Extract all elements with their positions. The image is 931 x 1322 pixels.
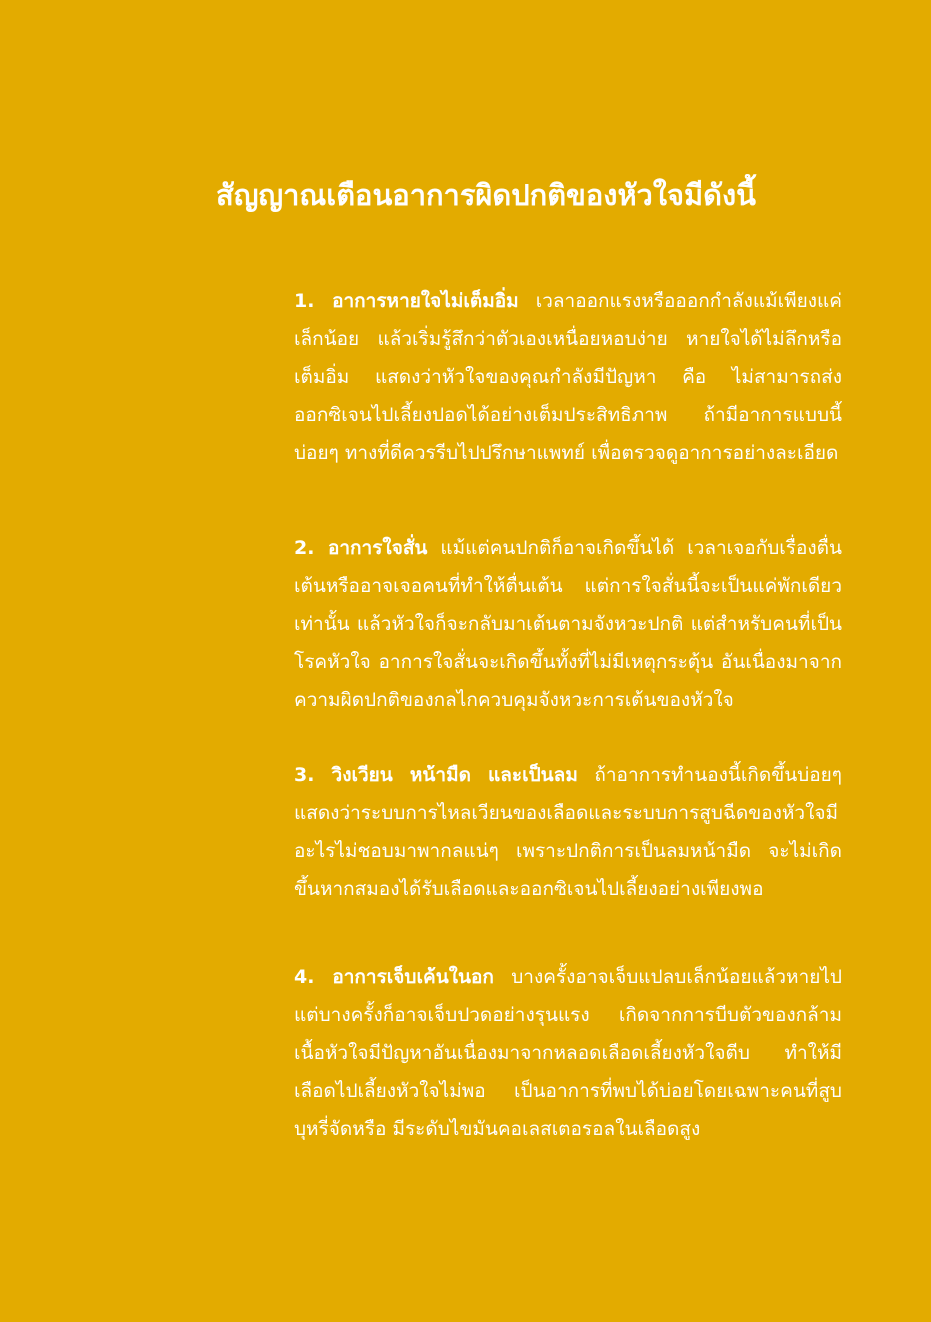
page-title: สัญญาณเตือนอาการผิดปกติของหัวใจมีดังนี้ [216, 178, 756, 212]
symptom-description: ถ้าอาการทำนองนี้เกิดขึ้นบ่อยๆ แสดงว่าระบบการไหลเวียนของเลือดและระบบการสูบฉีดของหัวใจมีอะไรไม่ชอบมาพากลแน่ๆ เพราะปกติการเป็นลมหน้ามืด จะไม่เกิดขึ้นหากสมองได้รับเลือดและออกซิเจนไปเลี้ยงอย่างเพียงพอ [294, 764, 842, 900]
symptom-heading: 2. อาการใจสั่น [294, 537, 428, 559]
symptom-heading: 1. อาการหายใจไม่เต็มอิ่ม [294, 290, 519, 312]
symptom-description: เวลาออกแรงหรือออกกำลังแม้เพียงแค่เล็กน้อย แล้วเริ่มรู้สึกว่าตัวเองเหนื่อยหอบง่าย หายใจได้ไม่ลึกหรือเต็มอิ่ม แสดงว่าหัวใจของคุณกำลังมีปัญหา คือ ไม่สามารถส่งออกซิเจนไปเลี้ยงปอดได้อย่างเต็มประสิทธิภาพ ถ้ามีอาการแบบนี้บ่อยๆ ทางที่ดีควรรีบไปปรึกษาแพทย์ เพื่อตรวจดูอาการอย่างละเอียด [294, 290, 842, 464]
symptom-description: แม้แต่คนปกติก็อาจเกิดขึ้นได้ เวลาเจอกับเรื่องตื่นเต้นหรืออาจเจอคนที่ทำให้ตื่นเต้น แต่การใจสั่นนี้จะเป็นแค่พักเดียวเท่านั้น แล้วหัวใจก็จะกลับมาเต้นตามจังหวะปกติ แต่สำหรับคนที่เป็นโรคหัวใจ อาการใจสั่นจะเกิดขึ้นทั้งที่ไม่มีเหตุกระตุ้น อันเนื่องมาจากความผิดปกติของกลไกควบคุมจังหวะการเต้นของหัวใจ [294, 537, 842, 711]
symptom-item-4 [294, 958, 842, 1148]
symptom-heading: 4. อาการเจ็บเค้นในอก [294, 966, 494, 988]
symptom-description: บางครั้งอาจเจ็บแปลบเล็กน้อยแล้วหายไป แต่บางครั้งก็อาจเจ็บปวดอย่างรุนแรง เกิดจากการบีบตัวของกล้ามเนื้อหัวใจมีปัญหาอันเนื่องมาจากหลอดเลือดเลี้ยงหัวใจตีบ ทำให้มีเลือดไปเลี้ยงหัวใจไม่พอ เป็นอาการที่พบได้บ่อยโดยเฉพาะคนที่สูบบุหรี่จัดหรือ มีระดับไขมันคอเลสเตอรอลในเลือดสูง [294, 966, 842, 1140]
symptom-item-3 [294, 756, 842, 908]
symptom-item-1 [294, 282, 842, 472]
symptom-item-2 [294, 529, 842, 719]
symptom-heading: 3. วิงเวียน หน้ามืด และเป็นลม [294, 764, 578, 786]
